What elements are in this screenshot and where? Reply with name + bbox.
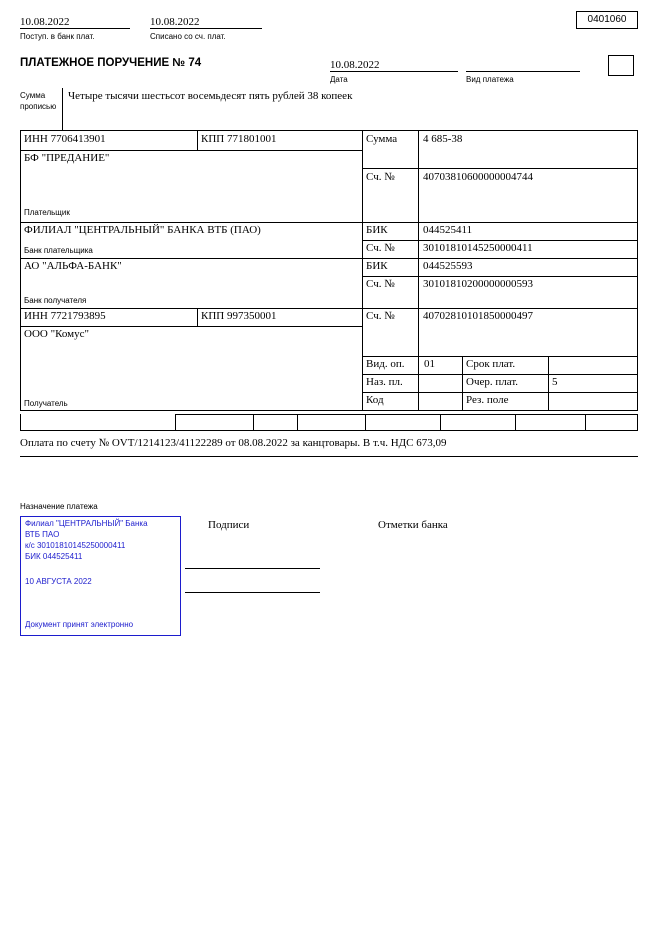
bank-marks-label: Отметки банка [378,519,448,531]
grid-line [362,374,638,375]
stamp-line: 10 АВГУСТА 2022 [25,577,92,586]
payee-inn: ИНН 7721793895 [24,310,106,322]
payer-bank-section-label: Банк плательщика [24,246,93,255]
grid-line [362,356,638,357]
stamp-line: ВТБ ПАО [25,530,60,539]
grid-line [20,410,638,411]
grid-line [20,326,362,327]
grid-line [197,130,198,150]
received-date-label: Поступ. в банк плат. [20,32,95,41]
grid-line [20,430,638,431]
payee-name: ООО "Комус" [24,328,89,340]
purpose-code-label: Наз. пл. [366,376,403,388]
grid-line [365,414,366,430]
grid-line [62,88,63,130]
payer-section-label: Плательщик [24,208,70,217]
grid-line [297,414,298,430]
payer-account: 40703810600000004744 [423,171,533,183]
debited-date: 10.08.2022 [150,16,200,28]
grid-line [20,456,638,457]
grid-line [548,356,549,411]
payee-bank-bik-label: БИК [366,260,388,272]
grid-line [175,414,176,430]
grid-line [20,258,638,259]
stamp-line: к/с 30101810145250000411 [25,541,126,550]
grid-line [585,414,586,430]
reserve-field-box [608,55,634,76]
stamp-line: Документ принят электронно [25,620,134,629]
grid-line [20,414,21,430]
grid-line [362,130,363,411]
purpose-text: Оплата по счету № OVT/1214123/41122289 от 08.08.2022 за канцтовары. В т.ч. НДС 673,09 [20,437,447,449]
form-code: 0401060 [587,14,627,25]
grid-line [20,130,21,411]
bank-stamp [20,516,181,636]
payee-account-label: Сч. № [366,310,395,322]
signature-line [185,568,320,569]
signatures-label: Подписи [208,519,250,531]
payee-bank-bik: 044525593 [423,260,473,272]
purpose-section-label: Назначение платежа [20,502,98,511]
op-kind-label: Вид. оп. [366,358,405,370]
payee-bank-account-label: Сч. № [366,278,395,290]
grid-line [362,276,638,277]
grid-line [462,356,463,411]
grid-line [175,414,638,415]
code-label: Код [366,394,384,406]
grid-line [253,414,254,430]
debited-date-label: Списано со сч. плат. [150,32,226,41]
received-date: 10.08.2022 [20,16,70,28]
grid-line [197,308,198,326]
amount-words-label-1: Сумма [20,91,46,100]
payer-name: БФ "ПРЕДАНИЕ" [24,152,110,164]
grid-line [637,414,638,430]
priority-label: Очер. плат. [466,376,519,388]
document-title: ПЛАТЕЖНОЕ ПОРУЧЕНИЕ № 74 [20,57,202,69]
doc-date-field [330,55,458,72]
payer-bank-bik-label: БИК [366,224,388,236]
payee-bank-section-label: Банк получателя [24,296,87,305]
grid-line [362,392,638,393]
amount-value: 4 685-38 [423,133,463,145]
op-kind-value: 01 [424,358,435,370]
grid-line [20,222,638,223]
payer-bank-name: ФИЛИАЛ "ЦЕНТРАЛЬНЫЙ" БАНКА ВТБ (ПАО) [24,224,261,236]
payer-inn: ИНН 7706413901 [24,133,106,145]
payee-section-label: Получатель [24,399,68,408]
payment-kind-field [466,55,580,72]
payer-kpp: КПП 771801001 [201,133,277,145]
stamp-line: БИК 044525411 [25,552,83,561]
grid-line [637,130,638,411]
signature-line [185,592,320,593]
debited-date-field [150,12,262,29]
form-code-box [576,11,638,29]
doc-date: 10.08.2022 [330,59,380,71]
grid-line [362,240,638,241]
grid-line [418,130,419,411]
payer-bank-account-label: Сч. № [366,242,395,254]
doc-date-label: Дата [330,75,348,84]
grid-line [515,414,516,430]
grid-line [20,308,638,309]
grid-line [20,150,362,151]
payee-bank-account: 30101810200000000593 [423,278,533,290]
received-date-field [20,12,130,29]
reserve-label: Рез. поле [466,394,509,406]
due-date-label: Срок плат. [466,358,516,370]
grid-line [362,168,638,169]
payee-account: 40702810101850000497 [423,310,533,322]
payer-account-label: Сч. № [366,171,395,183]
payment-kind-label: Вид платежа [466,75,514,84]
amount-words-label-2: прописью [20,102,57,111]
grid-line [20,130,638,131]
amount-in-words: Четыре тысячи шестьсот восемьдесят пять рублей 38 копеек [68,90,353,102]
priority-value: 5 [552,376,558,388]
payee-kpp: КПП 997350001 [201,310,277,322]
payer-bank-bik: 044525411 [423,224,473,236]
stamp-line: Филиал "ЦЕНТРАЛЬНЫЙ" Банка [25,519,148,528]
payer-bank-account: 30101810145250000411 [423,242,533,254]
payee-bank-name: АО "АЛЬФА-БАНК" [24,260,122,272]
grid-line [440,414,441,430]
amount-label: Сумма [366,133,398,145]
